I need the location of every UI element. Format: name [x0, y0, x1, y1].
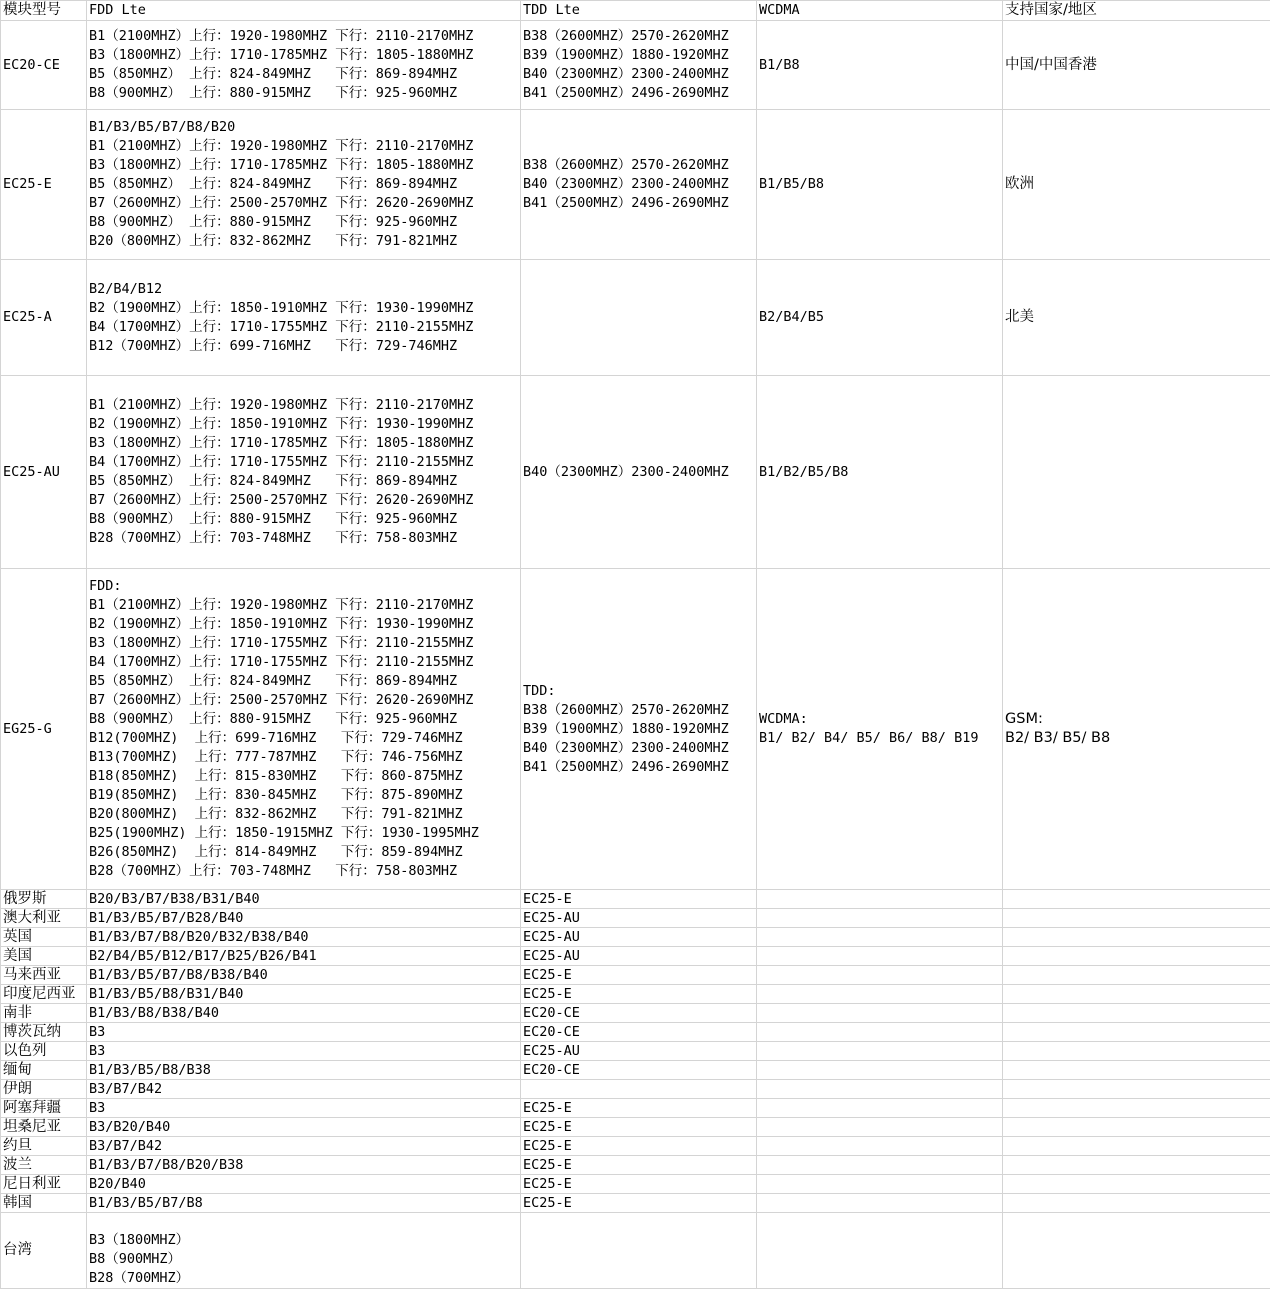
- module-region-line: 欧洲: [1005, 175, 1270, 194]
- module-row: [1, 260, 1270, 376]
- country-empty[interactable]: [1003, 1080, 1270, 1099]
- module-fdd-line: B18(850MHZ) 上行：815-830MHZ 下行：860-875MHZ: [89, 767, 520, 786]
- module-fdd[interactable]: [87, 376, 521, 569]
- module-model[interactable]: EC25-AU: [1, 376, 87, 569]
- country-row: [1, 1137, 1270, 1156]
- module-fdd-line: B5（850MHZ） 上行：824-849MHZ 下行：869-894MHZ: [89, 672, 520, 691]
- country-bands[interactable]: B2/B4/B5/B12/B17/B25/B26/B41: [87, 947, 521, 966]
- module-tdd-line: B38（2600MHZ）2570-2620MHZ: [523, 701, 756, 720]
- module-tdd-line: B39（1900MHZ）1880-1920MHZ: [523, 46, 756, 65]
- country-row: [1, 1099, 1270, 1118]
- country-module[interactable]: EC20-CE: [521, 1023, 757, 1042]
- country-empty[interactable]: [757, 1175, 1003, 1194]
- module-region[interactable]: [1003, 110, 1270, 260]
- module-tdd-line: B41（2500MHZ）2496-2690MHZ: [523, 758, 756, 777]
- module-tdd-line: B40（2300MHZ）2300-2400MHZ: [523, 463, 756, 482]
- country-bands[interactable]: B3/B7/B42: [87, 1080, 521, 1099]
- country-row: [1, 985, 1270, 1004]
- country-bands-line: B8（900MHZ）: [89, 1250, 520, 1269]
- country-row: [1, 928, 1270, 947]
- country-empty[interactable]: [757, 1213, 1003, 1289]
- module-region[interactable]: [1003, 569, 1270, 890]
- country-row: [1, 1118, 1270, 1137]
- module-fdd-line: B2（1900MHZ）上行：1850-1910MHZ 下行：1930-1990MHZ: [89, 415, 520, 434]
- country-name[interactable]: 阿塞拜疆: [1, 1099, 87, 1118]
- module-fdd[interactable]: [87, 21, 521, 110]
- country-row: [1, 1156, 1270, 1175]
- country-empty[interactable]: [757, 1137, 1003, 1156]
- header-region[interactable]: 支持国家/地区: [1003, 1, 1270, 21]
- country-row: [1, 1061, 1270, 1080]
- module-region-line: GSM:: [1005, 710, 1270, 729]
- country-empty[interactable]: [757, 966, 1003, 985]
- module-tdd[interactable]: [521, 260, 757, 376]
- module-wcdma-line: WCDMA:: [759, 710, 1002, 729]
- module-region[interactable]: [1003, 260, 1270, 376]
- country-name[interactable]: 韩国: [1, 1194, 87, 1213]
- country-empty[interactable]: [1003, 1194, 1270, 1213]
- country-name[interactable]: 缅甸: [1, 1061, 87, 1080]
- module-fdd-line: B28（700MHZ）上行：703-748MHZ 下行：758-803MHZ: [89, 529, 520, 548]
- module-fdd-line: B4（1700MHZ）上行：1710-1755MHZ 下行：2110-2155MHZ: [89, 653, 520, 672]
- module-region-line: B2/ B3/ B5/ B8: [1005, 729, 1270, 748]
- module-fdd-line: B13(700MHZ) 上行：777-787MHZ 下行：746-756MHZ: [89, 748, 520, 767]
- module-wcdma[interactable]: [757, 376, 1003, 569]
- module-wcdma-line: B1/B8: [759, 56, 1002, 75]
- country-module[interactable]: EC25-AU: [521, 1042, 757, 1061]
- country-bands[interactable]: B1/B3/B5/B8/B31/B40: [87, 985, 521, 1004]
- country-bands[interactable]: B3: [87, 1099, 521, 1118]
- country-module[interactable]: EC25-AU: [521, 909, 757, 928]
- country-name[interactable]: 博茨瓦纳: [1, 1023, 87, 1042]
- country-bands[interactable]: B1/B3/B5/B7/B8/B38/B40: [87, 966, 521, 985]
- country-bands[interactable]: B1/B3/B7/B8/B20/B32/B38/B40: [87, 928, 521, 947]
- module-wcdma[interactable]: [757, 260, 1003, 376]
- country-empty[interactable]: [757, 909, 1003, 928]
- module-fdd[interactable]: [87, 569, 521, 890]
- header-wcdma[interactable]: WCDMA: [757, 1, 1003, 21]
- module-row: [1, 110, 1270, 260]
- country-module[interactable]: EC25-AU: [521, 947, 757, 966]
- module-fdd-line: B3（1800MHZ）上行：1710-1785MHZ 下行：1805-1880MHZ: [89, 434, 520, 453]
- country-empty[interactable]: [1003, 909, 1270, 928]
- module-fdd-line: B7（2600MHZ）上行：2500-2570MHZ 下行：2620-2690MHZ: [89, 691, 520, 710]
- module-fdd-line: B20(800MHZ) 上行：832-862MHZ 下行：791-821MHZ: [89, 805, 520, 824]
- country-bands[interactable]: B3: [87, 1023, 521, 1042]
- country-empty[interactable]: [1003, 1042, 1270, 1061]
- country-empty[interactable]: [1003, 947, 1270, 966]
- country-bands[interactable]: B20/B40: [87, 1175, 521, 1194]
- module-model[interactable]: EG25-G: [1, 569, 87, 890]
- country-empty[interactable]: [1003, 890, 1270, 909]
- module-fdd-line: B26(850MHZ) 上行：814-849MHZ 下行：859-894MHZ: [89, 843, 520, 862]
- country-module[interactable]: EC20-CE: [521, 1004, 757, 1023]
- country-module[interactable]: EC25-AU: [521, 928, 757, 947]
- module-fdd-line: B4（1700MHZ）上行：1710-1755MHZ 下行：2110-2155MHZ: [89, 318, 520, 337]
- country-empty[interactable]: [1003, 1061, 1270, 1080]
- module-region[interactable]: [1003, 21, 1270, 110]
- taiwan-row: [1, 1213, 1270, 1289]
- country-module[interactable]: EC25-E: [521, 1156, 757, 1175]
- country-module[interactable]: EC20-CE: [521, 1061, 757, 1080]
- module-fdd-line: B8（900MHZ） 上行：880-915MHZ 下行：925-960MHZ: [89, 213, 520, 232]
- country-empty[interactable]: [757, 1080, 1003, 1099]
- country-empty[interactable]: [1003, 966, 1270, 985]
- module-tdd[interactable]: [521, 376, 757, 569]
- country-empty[interactable]: [757, 928, 1003, 947]
- module-tdd-line: B41（2500MHZ）2496-2690MHZ: [523, 84, 756, 103]
- module-tdd[interactable]: [521, 110, 757, 260]
- module-fdd-line: B19(850MHZ) 上行：830-845MHZ 下行：875-890MHZ: [89, 786, 520, 805]
- module-fdd-line: B7（2600MHZ）上行：2500-2570MHZ 下行：2620-2690MHZ: [89, 194, 520, 213]
- country-empty[interactable]: [757, 1099, 1003, 1118]
- country-empty[interactable]: [1003, 1023, 1270, 1042]
- country-name[interactable]: 马来西亚: [1, 966, 87, 985]
- country-name[interactable]: 俄罗斯: [1, 890, 87, 909]
- module-wcdma-line: B1/ B2/ B4/ B5/ B6/ B8/ B19: [759, 729, 1002, 748]
- module-region-line: 北美: [1005, 308, 1270, 327]
- country-empty[interactable]: [757, 1061, 1003, 1080]
- country-empty[interactable]: [1003, 1118, 1270, 1137]
- country-module[interactable]: EC25-E: [521, 985, 757, 1004]
- module-tdd-line: B40（2300MHZ）2300-2400MHZ: [523, 175, 756, 194]
- country-empty[interactable]: [1003, 985, 1270, 1004]
- country-name[interactable]: 美国: [1, 947, 87, 966]
- module-fdd-line: B2（1900MHZ）上行：1850-1910MHZ 下行：1930-1990MHZ: [89, 299, 520, 318]
- module-fdd[interactable]: [87, 260, 521, 376]
- country-bands-line: B3（1800MHZ）: [89, 1231, 520, 1250]
- country-module[interactable]: EC25-E: [521, 1137, 757, 1156]
- country-name[interactable]: 约旦: [1, 1137, 87, 1156]
- module-fdd-line: B1（2100MHZ）上行：1920-1980MHZ 下行：2110-2170MHZ: [89, 137, 520, 156]
- country-module[interactable]: EC25-E: [521, 1194, 757, 1213]
- module-fdd-line: FDD:: [89, 577, 520, 596]
- country-name[interactable]: 伊朗: [1, 1080, 87, 1099]
- module-fdd-line: B2/B4/B12: [89, 280, 520, 299]
- country-bands[interactable]: B1/B3/B5/B7/B8: [87, 1194, 521, 1213]
- country-bands[interactable]: B1/B3/B5/B7/B28/B40: [87, 909, 521, 928]
- module-fdd-line: B2（1900MHZ）上行：1850-1910MHZ 下行：1930-1990MHZ: [89, 615, 520, 634]
- country-empty[interactable]: [757, 1042, 1003, 1061]
- country-empty[interactable]: [757, 1156, 1003, 1175]
- country-empty[interactable]: [521, 1213, 757, 1289]
- country-bands[interactable]: B3/B20/B40: [87, 1118, 521, 1137]
- module-model[interactable]: EC25-A: [1, 260, 87, 376]
- country-empty[interactable]: [757, 985, 1003, 1004]
- module-fdd-line: B28（700MHZ）上行：703-748MHZ 下行：758-803MHZ: [89, 862, 520, 881]
- country-empty[interactable]: [1003, 928, 1270, 947]
- country-module[interactable]: EC25-E: [521, 890, 757, 909]
- module-tdd-line: B40（2300MHZ）2300-2400MHZ: [523, 739, 756, 758]
- country-name[interactable]: 澳大利亚: [1, 909, 87, 928]
- module-wcdma-line: B2/B4/B5: [759, 308, 1002, 327]
- country-empty[interactable]: [1003, 1175, 1270, 1194]
- module-tdd-line: TDD:: [523, 682, 756, 701]
- module-row: [1, 569, 1270, 890]
- country-empty[interactable]: [1003, 1004, 1270, 1023]
- country-name[interactable]: 台湾: [1, 1213, 87, 1289]
- module-fdd-line: B7（2600MHZ）上行：2500-2570MHZ 下行：2620-2690MHZ: [89, 491, 520, 510]
- module-wcdma-line: B1/B2/B5/B8: [759, 463, 1002, 482]
- module-tdd[interactable]: [521, 569, 757, 890]
- header-model[interactable]: 模块型号: [1, 1, 87, 21]
- country-empty[interactable]: [1003, 1156, 1270, 1175]
- country-name[interactable]: 尼日利亚: [1, 1175, 87, 1194]
- module-wcdma[interactable]: [757, 21, 1003, 110]
- country-bands[interactable]: B20/B3/B7/B38/B31/B40: [87, 890, 521, 909]
- module-region[interactable]: [1003, 376, 1270, 569]
- country-bands[interactable]: B3: [87, 1042, 521, 1061]
- country-module[interactable]: [521, 1080, 757, 1099]
- module-fdd-line: B4（1700MHZ）上行：1710-1755MHZ 下行：2110-2155MHZ: [89, 453, 520, 472]
- module-fdd-line: B12（700MHZ）上行：699-716MHZ 下行：729-746MHZ: [89, 337, 520, 356]
- country-empty[interactable]: [1003, 1213, 1270, 1289]
- country-name[interactable]: 波兰: [1, 1156, 87, 1175]
- module-fdd-line: B1（2100MHZ）上行：1920-1980MHZ 下行：2110-2170MHZ: [89, 596, 520, 615]
- module-fdd-line: B20（800MHZ）上行：832-862MHZ 下行：791-821MHZ: [89, 232, 520, 251]
- module-fdd-line: B8（900MHZ） 上行：880-915MHZ 下行：925-960MHZ: [89, 84, 520, 103]
- country-name[interactable]: 英国: [1, 928, 87, 947]
- module-tdd[interactable]: [521, 21, 757, 110]
- country-empty[interactable]: [757, 1118, 1003, 1137]
- module-tdd-line: B38（2600MHZ）2570-2620MHZ: [523, 156, 756, 175]
- country-module[interactable]: EC25-E: [521, 966, 757, 985]
- country-bands[interactable]: [87, 1213, 521, 1289]
- country-row: [1, 1175, 1270, 1194]
- country-bands[interactable]: B3/B7/B42: [87, 1137, 521, 1156]
- country-empty[interactable]: [1003, 1099, 1270, 1118]
- module-wcdma[interactable]: [757, 569, 1003, 890]
- country-bands[interactable]: B1/B3/B8/B38/B40: [87, 1004, 521, 1023]
- module-fdd-line: B5（850MHZ） 上行：824-849MHZ 下行：869-894MHZ: [89, 65, 520, 84]
- module-fdd-line: B3（1800MHZ）上行：1710-1785MHZ 下行：1805-1880MHZ: [89, 46, 520, 65]
- module-model[interactable]: EC25-E: [1, 110, 87, 260]
- country-row: [1, 1004, 1270, 1023]
- module-model[interactable]: EC20-CE: [1, 21, 87, 110]
- module-fdd-line: B5（850MHZ） 上行：824-849MHZ 下行：869-894MHZ: [89, 472, 520, 491]
- module-fdd-line: B3（1800MHZ）上行：1710-1785MHZ 下行：1805-1880MHZ: [89, 156, 520, 175]
- country-row: [1, 890, 1270, 909]
- header-fdd[interactable]: FDD Lte: [87, 1, 521, 21]
- header-row: [1, 1, 1270, 21]
- module-fdd-line: B5（850MHZ） 上行：824-849MHZ 下行：869-894MHZ: [89, 175, 520, 194]
- country-empty[interactable]: [757, 1004, 1003, 1023]
- country-module[interactable]: EC25-E: [521, 1099, 757, 1118]
- module-row: [1, 376, 1270, 569]
- module-fdd-line: B3（1800MHZ）上行：1710-1755MHZ 下行：2110-2155MHZ: [89, 634, 520, 653]
- country-row: [1, 1042, 1270, 1061]
- module-row: [1, 21, 1270, 110]
- country-row: [1, 1080, 1270, 1099]
- country-row: [1, 1023, 1270, 1042]
- module-region-line: 中国/中国香港: [1005, 56, 1270, 75]
- header-tdd[interactable]: TDD Lte: [521, 1, 757, 21]
- country-empty[interactable]: [757, 890, 1003, 909]
- module-fdd-line: B8（900MHZ） 上行：880-915MHZ 下行：925-960MHZ: [89, 510, 520, 529]
- country-module[interactable]: EC25-E: [521, 1175, 757, 1194]
- module-fdd-line: B12(700MHZ) 上行：699-716MHZ 下行：729-746MHZ: [89, 729, 520, 748]
- country-row: [1, 909, 1270, 928]
- module-tdd-line: B39（1900MHZ）1880-1920MHZ: [523, 720, 756, 739]
- module-wcdma-line: B1/B5/B8: [759, 175, 1002, 194]
- country-bands[interactable]: B1/B3/B7/B8/B20/B38: [87, 1156, 521, 1175]
- module-fdd-line: B1/B3/B5/B7/B8/B20: [89, 118, 520, 137]
- country-row: [1, 947, 1270, 966]
- country-row: [1, 966, 1270, 985]
- country-name[interactable]: 坦桑尼亚: [1, 1118, 87, 1137]
- module-fdd[interactable]: [87, 110, 521, 260]
- module-fdd-line: B8（900MHZ） 上行：880-915MHZ 下行：925-960MHZ: [89, 710, 520, 729]
- module-fdd-line: B1（2100MHZ）上行：1920-1980MHZ 下行：2110-2170MHZ: [89, 27, 520, 46]
- country-empty[interactable]: [757, 947, 1003, 966]
- country-bands[interactable]: B1/B3/B5/B8/B38: [87, 1061, 521, 1080]
- table-body: [1, 1, 1270, 1289]
- module-tdd-line: B38（2600MHZ）2570-2620MHZ: [523, 27, 756, 46]
- country-empty[interactable]: [757, 1023, 1003, 1042]
- country-name[interactable]: 以色列: [1, 1042, 87, 1061]
- country-name[interactable]: 南非: [1, 1004, 87, 1023]
- module-wcdma[interactable]: [757, 110, 1003, 260]
- module-tdd-line: B40（2300MHZ）2300-2400MHZ: [523, 65, 756, 84]
- module-fdd-line: B25(1900MHZ) 上行：1850-1915MHZ 下行：1930-1995MHZ: [89, 824, 520, 843]
- country-empty[interactable]: [1003, 1137, 1270, 1156]
- country-name[interactable]: 印度尼西亚: [1, 985, 87, 1004]
- module-tdd-line: B41（2500MHZ）2496-2690MHZ: [523, 194, 756, 213]
- country-row: [1, 1194, 1270, 1213]
- country-bands-line: B28（700MHZ）: [89, 1269, 520, 1288]
- country-empty[interactable]: [757, 1194, 1003, 1213]
- country-module[interactable]: EC25-E: [521, 1118, 757, 1137]
- module-fdd-line: B1（2100MHZ）上行：1920-1980MHZ 下行：2110-2170MHZ: [89, 396, 520, 415]
